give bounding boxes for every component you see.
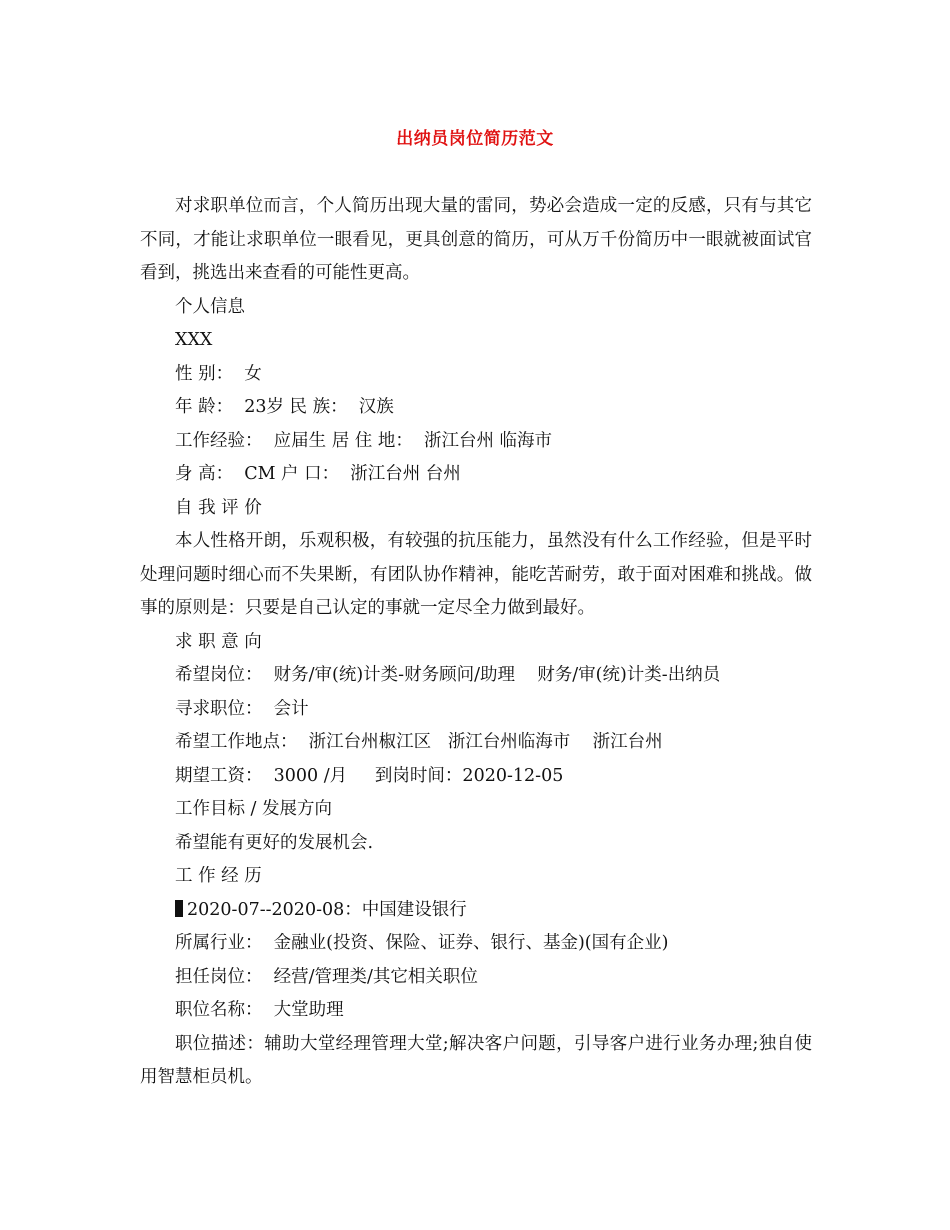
desired-position-line: 希望岗位： 财务/审(统)计类-财务顾问/助理 财务/审(统)计类-出纳员 bbox=[175, 665, 721, 685]
document-title: 出纳员岗位简历范文 bbox=[396, 129, 554, 149]
age-ethnicity-line: 年 龄： 23岁 民 族： 汉族 bbox=[175, 397, 394, 417]
seeking-position-line: 寻求职位： 会计 bbox=[175, 698, 309, 719]
work-experience-heading: 工 作 经 历 bbox=[175, 866, 262, 886]
job-title-line: 职位名称： 大堂助理 bbox=[175, 1000, 344, 1020]
height-hukou-line: 身 高： CM 户 口： 浙江台州 台州 bbox=[175, 464, 461, 484]
self-evaluation-paragraph: 本人性格开朗，乐观积极，有较强的抗压能力，虽然没有什么工作经验，但是平时处理问题时细心而不失果断，有团队协作精神，能吃苦耐劳，敢于面对困难和挑战。做事的原则是：只要是自己认定的事就一定尽全力做到最好。 bbox=[140, 531, 812, 618]
desired-location-line: 希望工作地点： 浙江台州椒江区 浙江台州临海市 浙江台州 bbox=[175, 732, 663, 752]
personal-info-heading: 个人信息 bbox=[175, 296, 245, 317]
post-line: 担任岗位： 经营/管理类/其它相关职位 bbox=[175, 966, 478, 987]
salary-line: 期望工资： 3000 /月 到岗时间：2020-12-05 bbox=[175, 765, 564, 786]
self-evaluation-heading: 自 我 评 价 bbox=[175, 497, 262, 518]
document-body bbox=[140, 190, 812, 1095]
work-period-line bbox=[140, 894, 812, 928]
experience-residence-line: 工作经验： 应届生 居 住 地： 浙江台州 临海市 bbox=[175, 430, 553, 451]
industry-line: 所属行业： 金融业(投资、保险、证券、银行、基金)(国有企业) bbox=[175, 933, 669, 953]
work-goal-text: 希望能有更好的发展机会. bbox=[175, 832, 374, 853]
intro-paragraph: 对求职单位而言，个人简历出现大量的雷同，势必会造成一定的反感，只有与其它不同，才能让求职单位一眼看见，更具创意的简历，可从万千份简历中一眼就被面试官看到，挑选出来查看的可能性更高。 bbox=[140, 196, 812, 283]
name-line: XXX bbox=[175, 330, 213, 350]
job-description-paragraph: 职位描述：辅助大堂经理管理大堂;解决客户问题，引导客户进行业务办理;独自使用智慧柜员机。 bbox=[140, 1033, 812, 1087]
work-goal-heading: 工作目标 / 发展方向 bbox=[175, 799, 333, 819]
job-intention-heading: 求 职 意 向 bbox=[175, 631, 262, 652]
bullet-bar-icon bbox=[175, 900, 183, 917]
gender-line: 性 别： 女 bbox=[175, 363, 262, 384]
work-period-text: 2020-07--2020-08：中国建设银行 bbox=[187, 899, 467, 920]
